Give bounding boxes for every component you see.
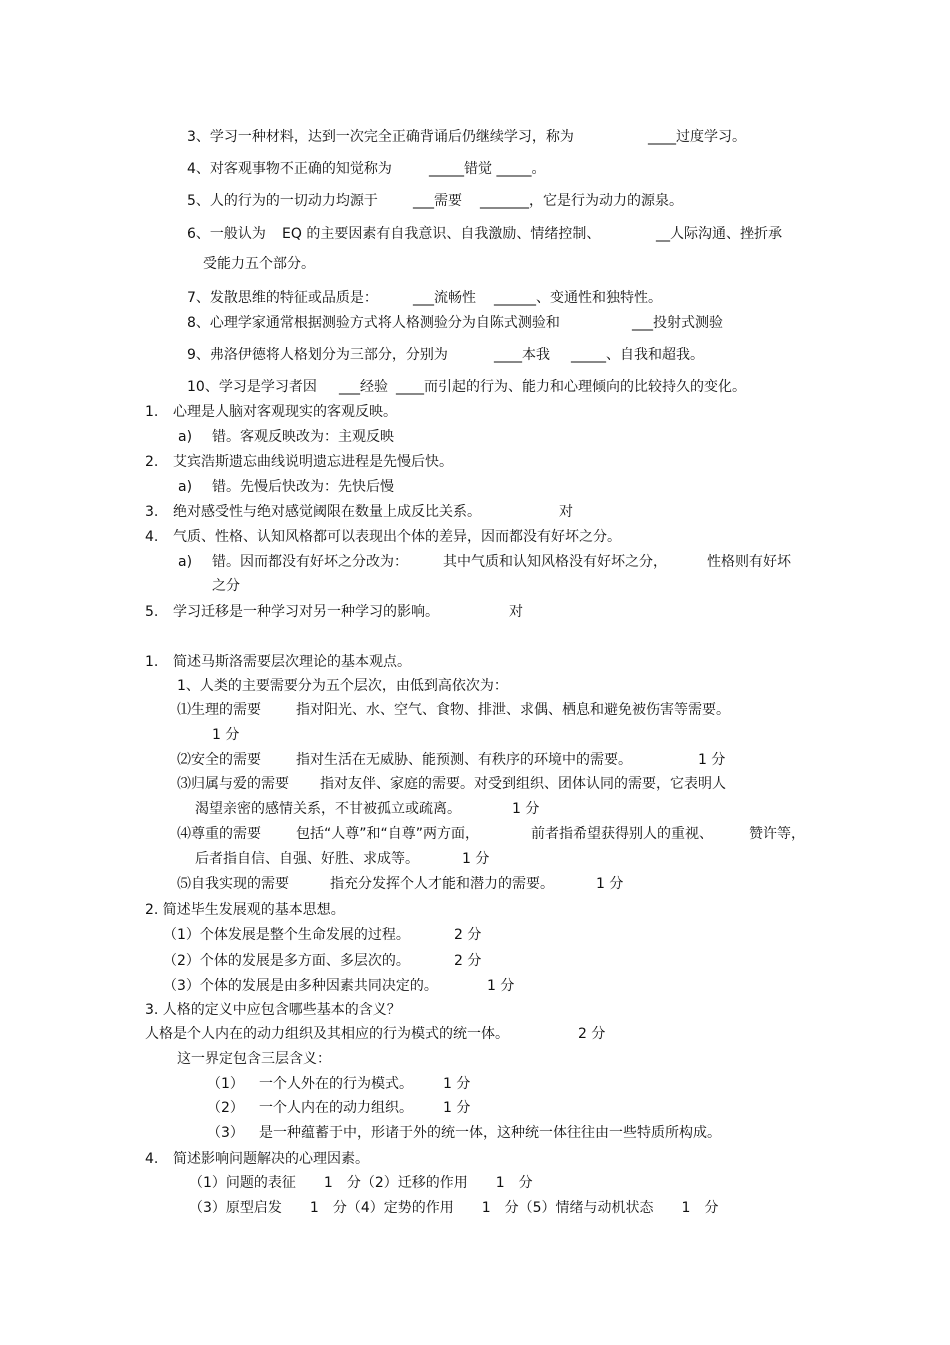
sub-label: a)	[178, 554, 193, 570]
answer: ___需要	[413, 193, 462, 209]
answer: ____过度学习。	[648, 129, 746, 145]
text: _______，它是行为动力的源泉。	[480, 193, 683, 209]
answer: __人际沟通、挫折承	[656, 226, 782, 242]
text: （1）个体发展是整个生命发展的过程。	[163, 927, 410, 943]
answer: 之分	[212, 578, 240, 594]
text: （3）原型启发 1 分（4）定势的作用 1 分（5）情绪与动机状态 1 分	[189, 1200, 719, 1216]
text: 渴望亲密的感情关系，不甘被孤立或疏离。	[195, 801, 461, 817]
item-number: （1）	[207, 1076, 244, 1092]
text: 指充分发挥个人才能和潜力的需要。	[330, 876, 554, 892]
text: _____、自我和超我。	[571, 347, 704, 363]
text: 赞许等，	[749, 826, 805, 842]
sub-label: a)	[178, 479, 193, 495]
text: 一个人外在的行为模式。	[259, 1076, 413, 1092]
answer: _____错觉 _____。	[429, 161, 546, 177]
text: 1、人类的主要需要分为五个层次，由低到高依次为：	[177, 678, 508, 694]
item-number: 5.	[145, 604, 159, 620]
text: 8、心理学家通常根据测验方式将人格测验分为自陈式测验和	[187, 315, 560, 331]
sub-label: a)	[178, 429, 193, 445]
text: （1）问题的表征 1 分（2）迁移的作用 1 分	[189, 1175, 533, 1191]
question: 简述马斯洛需要层次理论的基本观点。	[173, 654, 411, 670]
text: 一个人内在的动力组织。	[259, 1100, 413, 1116]
item-number: 3.	[145, 504, 159, 520]
text: 前者指希望获得别人的重视、	[531, 826, 713, 842]
text: 受能力五个部分。	[203, 256, 315, 272]
score: 1 分	[443, 1076, 471, 1092]
text: 6、一般认为	[187, 226, 266, 242]
item-number: 1.	[145, 654, 159, 670]
answer: 错。因而都没有好坏之分改为：	[212, 554, 408, 570]
term: ⑵安全的需要	[177, 752, 261, 768]
question: 3. 人格的定义中应包含哪些基本的含义？	[145, 1002, 401, 1018]
statement: 心理是人脑对客观现实的客观反映。	[173, 404, 397, 420]
answer: ___流畅性	[413, 290, 476, 306]
item-number: 4.	[145, 1151, 159, 1167]
answer: ____本我	[494, 347, 550, 363]
score: 1 分	[596, 876, 624, 892]
score: 1 分	[212, 727, 240, 743]
text: 这一界定包含三层含义：	[177, 1051, 331, 1067]
score: 1 分	[512, 801, 540, 817]
text: 4、对客观事物不正确的知觉称为	[187, 161, 392, 177]
text: 7、发散思维的特征或品质是：	[187, 290, 378, 306]
item-number: 1.	[145, 404, 159, 420]
text: EQ 的主要因素有自我意识、自我激励、情绪控制、	[282, 226, 601, 242]
answer: 错。客观反映改为：主观反映	[212, 429, 394, 445]
text: ____而引起的行为、能力和心理倾向的比较持久的变化。	[396, 379, 746, 395]
item-number: 2.	[145, 454, 159, 470]
score: 2 分	[578, 1026, 606, 1042]
score: 1 分	[487, 978, 515, 994]
text: （2）个体的发展是多方面、多层次的。	[163, 953, 410, 969]
text: 指对阳光、水、空气、食物、排泄、求偶、栖息和避免被伤害等需要。	[296, 702, 730, 718]
answer: 对	[509, 604, 523, 620]
item-number: 4.	[145, 529, 159, 545]
text: 5、人的行为的一切动力均源于	[187, 193, 378, 209]
statement: 艾宾浩斯遗忘曲线说明遗忘进程是先慢后快。	[173, 454, 453, 470]
score: 1 分	[462, 851, 490, 867]
question: 2. 简述毕生发展观的基本思想。	[145, 902, 345, 918]
text: 包括“人尊”和“自尊”两方面，	[296, 826, 480, 842]
answer: 其中气质和认知风格没有好坏之分，	[443, 554, 667, 570]
term: ⑸自我实现的需要	[177, 876, 289, 892]
text: （3）个体的发展是由多种因素共同决定的。	[163, 978, 438, 994]
answer: ___经验	[339, 379, 388, 395]
question: 简述影响问题解决的心理因素。	[173, 1151, 369, 1167]
text: 是一种蕴蓄于中，形诸于外的统一体，这种统一体往往由一些特质所构成。	[259, 1125, 721, 1141]
item-number: （3）	[207, 1125, 244, 1141]
text: 9、弗洛伊德将人格划分为三部分，分别为	[187, 347, 448, 363]
text: 3、学习一种材料，达到一次完全正确背诵后仍继续学习，称为	[187, 129, 574, 145]
text: 后者指自信、自强、好胜、求成等。	[195, 851, 419, 867]
term: ⑷尊重的需要	[177, 826, 261, 842]
answer: 错。先慢后快改为：先快后慢	[212, 479, 394, 495]
text: 指对生活在无威胁、能预测、有秩序的环境中的需要。	[296, 752, 632, 768]
statement: 气质、性格、认知风格都可以表现出个体的差异，因而都没有好坏之分。	[173, 529, 621, 545]
text: 人格是个人内在的动力组织及其相应的行为模式的统一体。	[145, 1026, 509, 1042]
text: 10、学习是学习者因	[187, 379, 317, 395]
score: 1 分	[443, 1100, 471, 1116]
statement: 绝对感受性与绝对感觉阈限在数量上成反比关系。	[173, 504, 481, 520]
term: ⑴生理的需要	[177, 702, 261, 718]
item-number: （2）	[207, 1100, 244, 1116]
text: ______、变通性和独特性。	[494, 290, 662, 306]
answer: 性格则有好坏	[707, 554, 791, 570]
score: 2 分	[454, 927, 482, 943]
answer: ___投射式测验	[632, 315, 723, 331]
score: 2 分	[454, 953, 482, 969]
statement: 学习迁移是一种学习对另一种学习的影响。	[173, 604, 439, 620]
text: 指对友伴、家庭的需要。对受到组织、团体认同的需要，它表明人	[320, 776, 726, 792]
score: 1 分	[698, 752, 726, 768]
term: ⑶归属与爱的需要	[177, 776, 289, 792]
answer: 对	[559, 504, 573, 520]
